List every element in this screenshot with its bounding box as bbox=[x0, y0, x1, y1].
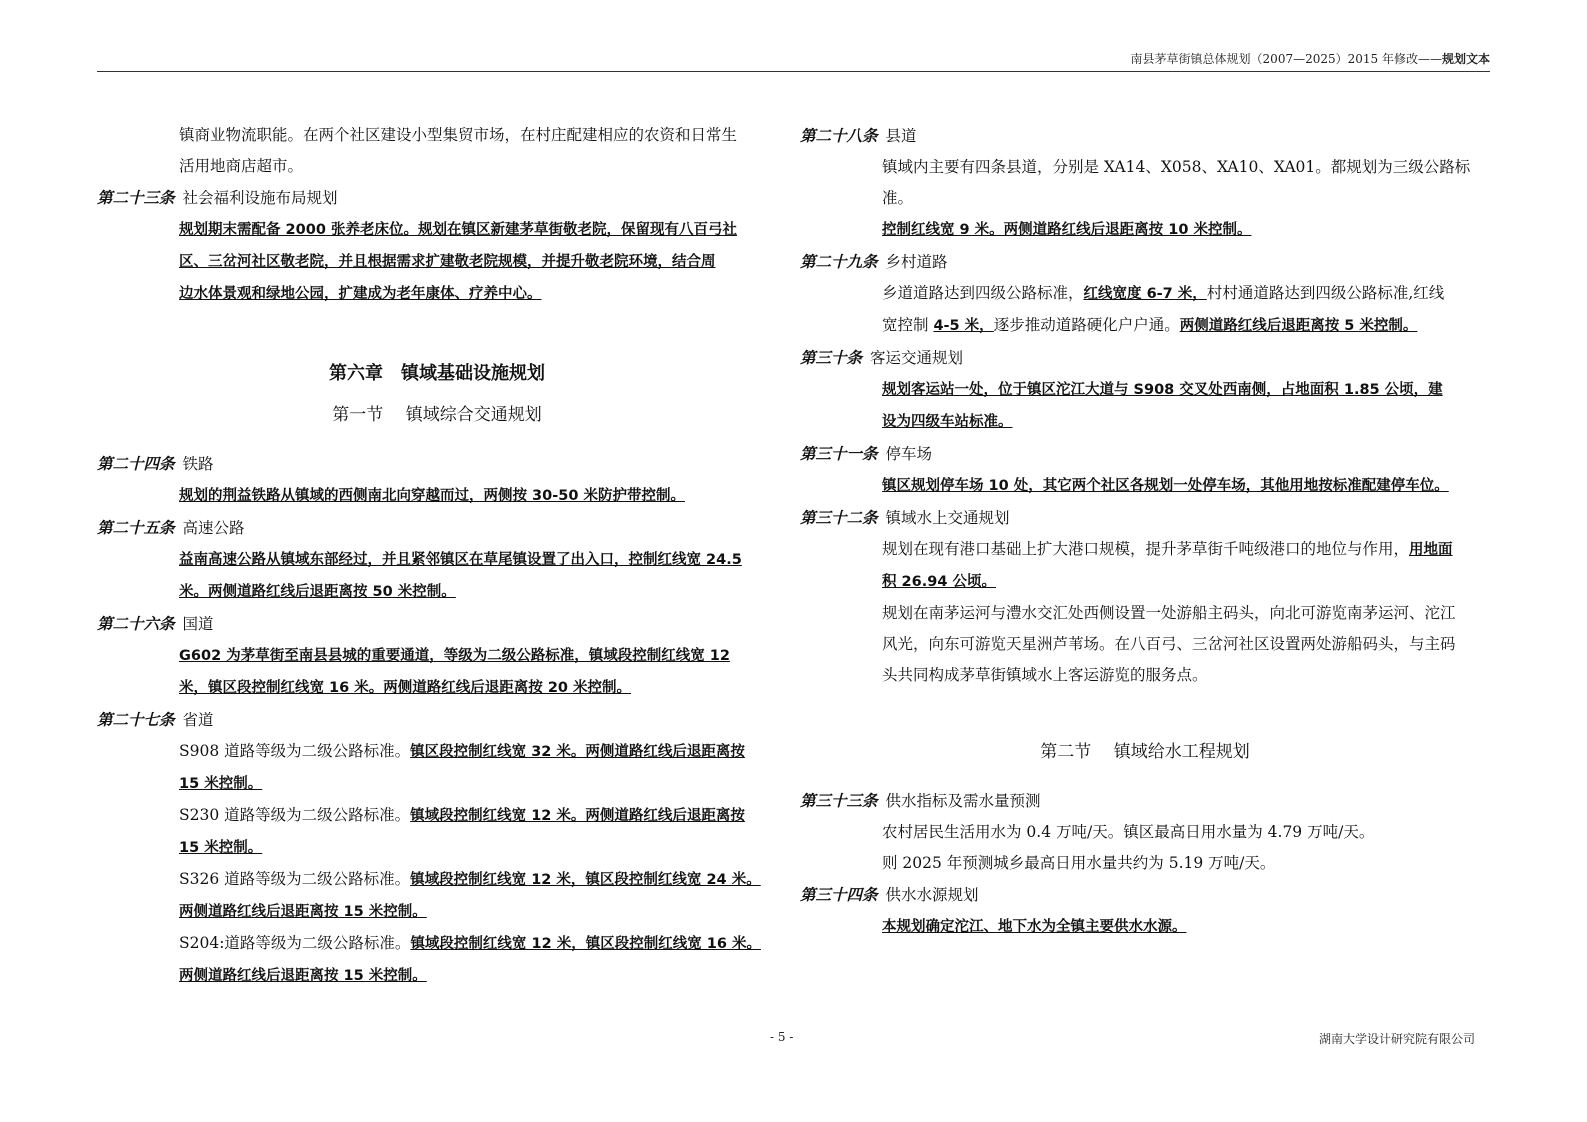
chapter-title: 第六章 镇域基础设施规划 bbox=[329, 363, 545, 384]
article-heading: 第三十一条 停车场 bbox=[800, 444, 933, 463]
header-title-bold: 规划文本 bbox=[1441, 52, 1490, 66]
page-number: - 5 - bbox=[770, 1030, 794, 1044]
article-heading: 第二十四条 铁路 bbox=[97, 454, 214, 473]
paragraph: 镇商业物流职能。在两个社区建设小型集贸市场，在村庄配建相应的农资和日常生 bbox=[179, 126, 738, 144]
article-heading: 第二十五条 高速公路 bbox=[97, 518, 245, 537]
right-column: 第二十八条 县道 镇域内主要有四条县道，分别是 XA14、X058、XA10、XA01。都规划为三级公路标准。 控制红线宽 9 米。两侧道路红线后退距离按 10 米控制。 第二十九条 乡村道路 乡道道路达到四级公路标准，红线宽度 6-7 米，村村通道路达到四级公路标准,红线 宽控制 4-5 米，逐步推动道路硬化户户通。两侧道路红线后退距离按 5 米控制。 第三十条 客运交通规划 规划客运站一处，位于镇区沱江大道与 S908 交叉处西南侧，占地面积 1.85 公顷，建 设为四级车站标准。 第三十一条 停车场 镇区规划停车场 10 处，其它两个社区各规划一处停车场，其他用地按标准配建停车位。 第三十二条 镇域水上交通规划 规划在现有港口基础上扩大港口规模，提升茅草街千吨级港口的地位与作用，用地面 积 26.94 公顷。 规划在南茅运河与澧水交汇处西侧设置一处游船主码头，向北可游览南茅运河、沱江 风光，向东可游览天星洲芦苇场。在八百弓、三岔河社区设置两处游船码头，与主码 头共同构成茅草街镇域水上客运游览的服务点。 第二节 镇域给水工程规划 第三十三条 供水指标及需水量预测 农村居民生活用水为 0.4 万吨/天。镇区最高日用水量为 4.79 万吨/天。 则 2025 年预测城乡最高日用水量共约为 5.19 万吨/天。 第三十四条 供水水源规划 本规划确定沱江、地下水为全镇主要供水水源。 bbox=[800, 120, 1490, 943]
section-title: 第二节 镇域给水工程规划 bbox=[1040, 742, 1250, 762]
header-rule bbox=[97, 71, 1490, 72]
article-heading: 第二十六条 国道 bbox=[97, 614, 214, 633]
article-heading: 第三十条 客运交通规划 bbox=[800, 348, 964, 367]
article-heading: 第二十八条 县道 bbox=[800, 126, 917, 145]
article-heading: 第二十九条 乡村道路 bbox=[800, 252, 948, 271]
article-heading: 第二十七条 省道 bbox=[97, 710, 214, 729]
section-title: 第一节 镇域综合交通规划 bbox=[332, 405, 542, 425]
header-title: 南县茅草街镇总体规划（2007—2025）2015 年修改—— bbox=[1130, 52, 1442, 66]
article-heading: 第三十四条 供水水源规划 bbox=[800, 885, 979, 904]
footer-organization: 湖南大学设计研究院有限公司 bbox=[1318, 1032, 1475, 1046]
running-header bbox=[97, 50, 1490, 72]
article-heading: 第三十二条 镇域水上交通规划 bbox=[800, 508, 1010, 527]
left-column: 镇商业物流职能。在两个社区建设小型集贸市场，在村庄配建相应的农资和日常生 活用地商店超市。 第二十三条 社会福利设施布局规划 规划期末需配备 2000 张养老床位。规划在镇区新建茅草街敬老院，保留现有八百弓社 区、三岔河社区敬老院，并且根据需求扩建敬老院规模，并提升敬老院环境，结合周 边水体景观和绿地公园，扩建成为老年康体、疗养中心。 第六章 镇域基础设施规划 第一节 镇域综合交通规划 第二十四条 铁路 规划的荆益铁路从镇域的西侧南北向穿越而过，两侧按 30-50 米防护带控制。 第二十五条 高速公路 益南高速公路从镇域东部经过，并且紧邻镇区在草尾镇设置了出入口，控制红线宽 24.5 米。两侧道路红线后退距离按 50 米控制。 第二十六条 国道 G602 为茅草街至南县县城的重要通道，等级为二级公路标准，镇域段控制红线宽 12 米，镇区段控制红线宽 16 米。两侧道路红线后退距离按 20 米控制。 第二十七条 省道 S908 道路等级为二级公路标准。镇区段控制红线宽 32 米。两侧道路红线后退距离按 15 米控制。 S230 道路等级为二级公路标准。镇域段控制红线宽 12 米。两侧道路红线后退距离按 15 米控制。 S326 道路等级为二级公路标准。镇域段控制红线宽 12 米，镇区段控制红线宽 24 米。 两侧道路红线后退距离按 15 米控制。 S204:道路等级为二级公路标准。镇域段控制红线宽 12 米，镇区段控制红线宽 16 米。 两侧道路红线后退距离按 15 米控制。 bbox=[97, 120, 777, 992]
paragraph: 活用地商店超市。 bbox=[179, 157, 304, 175]
article-heading: 第三十三条 供水指标及需水量预测 bbox=[800, 791, 1041, 810]
article-heading: 第二十三条 社会福利设施布局规划 bbox=[97, 188, 338, 207]
